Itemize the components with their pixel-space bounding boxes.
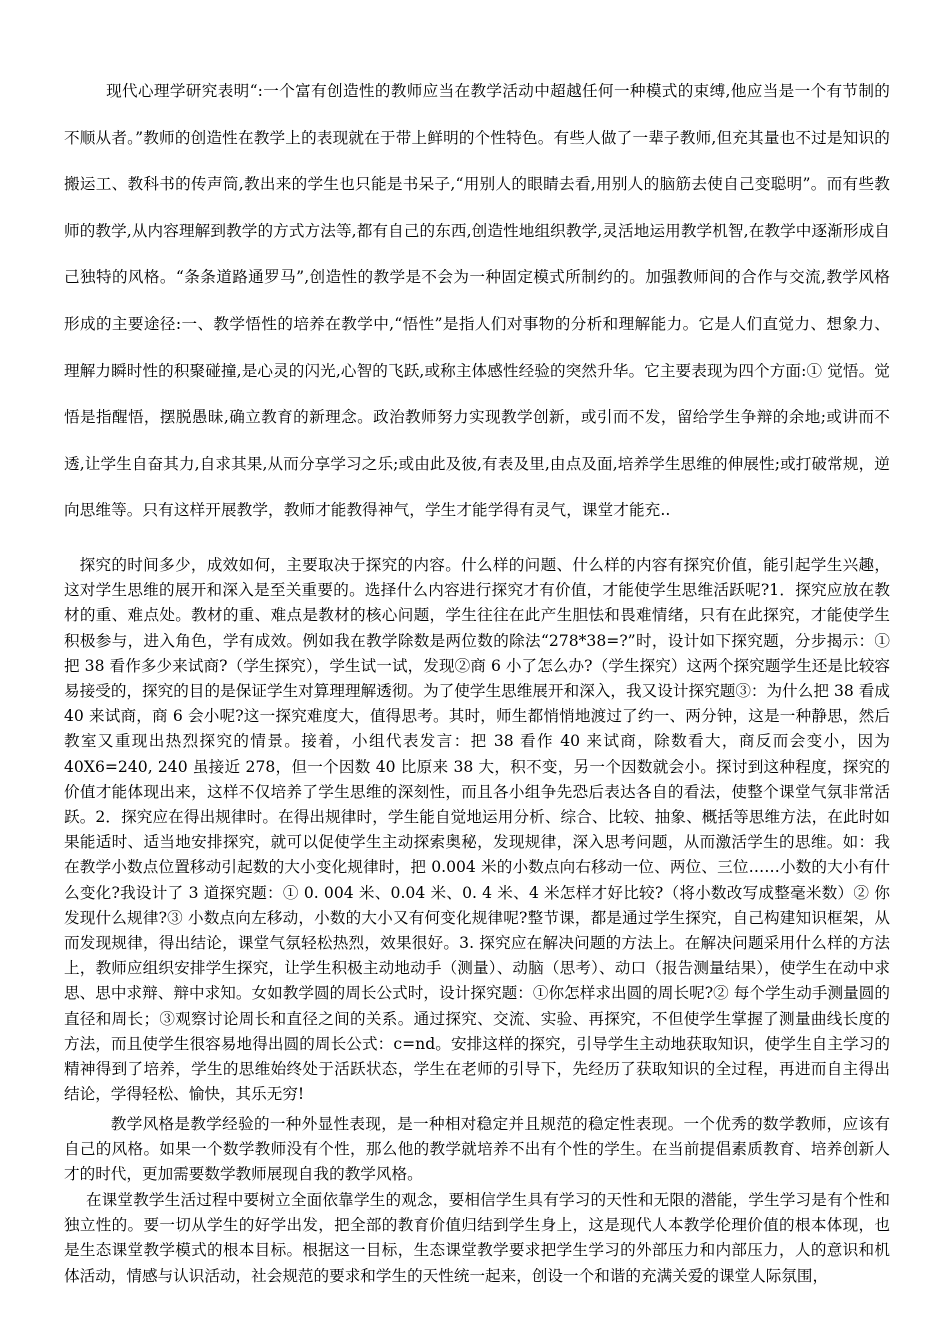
paragraph-teaching-style: 教学风格是教学经验的一种外显性表现，是一种相对稳定并且规范的稳定性表现。一个优秀的数学教师，应该有自己的风格。如果一个数学教师没有个性，那么他的教学就培养不出有个性的学生。在当前提倡素质教育、培养创新人才的时代，更加需要数学教师展现自我的教学风格。: [64, 1115, 890, 1184]
paragraph-student-centered: 在课堂教学生活过程中要树立全面依靠学生的观念，要相信学生具有学习的天性和无限的潜能，学生学习是有个性和独立性的。要一切从学生的好学出发，把全部的教育价值归结到学生身上，这是现代人本教学伦理价值的根本体现，也是生态课堂教学模式的根本目标。根据这一目标，生态课堂教学要求把学生学习的外部压力和内部压力，人的意识和机体活动，情感与认识活动，社会规范的要求和学生的天性统一起来，创设一个和谐的充满关爱的课堂人际氛围，: [64, 1191, 890, 1285]
paragraph-inquiry-content: 探究的时间多少，成效如何，主要取决于探究的内容。什么样的问题、什么样的内容有探究价值，能引起学生兴趣，这对学生思维的展开和深入是至关重要的。选择什么内容进行探究才有价值，才能使学生思维活跃呢?1．探究应放在教材的重、难点处。教材的重、难点是教材的核心问题，学生往往在此产生胆怯和畏难情绪，只有在此探究，才能使学生积极参与，进入角色，学有成效。例如我在教学除数是两位数的除法“278*38=?”时，设计如下探究题，分步揭示：①把 38 看作多少来试商?（学生探究），学生试一试，发现②商 6 小了怎么办?（学生探究）这两个探究题学生还是比较容易接受的，探究的目的是保证学生对算理理解透彻。为了使学生思维展开和深入，我又设计探究题③：为什么把 38 看成 40 来试商，商 6 会小呢?这一探究难度大，值得思考。其时，师生都悄悄地渡过了约一、两分钟，这是一种静思，然后教室又重现出热烈探究的情景。接着，小组代表发言：把 38 看作 40 来试商，除数看大，商反而会变小，因为 40X6=240, 240 虽接近 278，但一个因数 40 比原来 38 大，积不变，另一个因数就会小。探讨到这种程度，探究的价值才能体现出来，这样不仅培养了学生思维的深刻性，而且各小组争先恐后表达各自的看法，使整个课堂气氛非常活跃。2．探究应在得出规律时。在得出规律时，学生能自觉地运用分析、综合、比较、抽象、概括等思维方法，在此时如果能适时、适当地安排探究，就可以促使学生主动探索奥秘，发现规律，深入思考问题，从而激活学生的思维。如：我在教学小数点位置移动引起数的大小变化规律时，把 0.004 米的小数点向右移动一位、两位、三位……小数的大小有什么变化?我设计了 3 道探究题：① 0. 004 米、0.04 米、0. 4 米、4 米怎样才好比较?（将小数改写成整毫米数）② 你发现什么规律?③ 小数点向左移动，小数的大小又有何变化规律呢?整节课，都是通过学生探究，自己构建知识框架，从而发现规律，得出结论，课堂气氛轻松热烈，效果很好。3. 探究应在解决问题的方法上。在解决问题采用什么样的方法上，教师应组织安排学生探究，让学生积极主动地动手（测量）、动脑（思考）、动口（报告测量结果），使学生在动中求思、思中求辩、辩中求知。女如教学圆的周长公式时，设计探究题：①你怎样求出圆的周长呢?② 每个学生动手测量圆的直径和周长；③观察讨论周长和直径之间的关系。通过探究、交流、实验、再探究，不但使学生掌握了测量曲线长度的方法，而且使学生很容易地得出圆的周长公式：c=nd。安排这样的探究，引导学生主动地获取知识，使学生自主学习的精神得到了培养，学生的思维始终处于活跃状态，学生在老师的引导下，先经历了获取知识的全过程，再进而自主得出结论，学得轻松、愉快，其乐无穷!: [64, 556, 890, 1104]
paragraph-teacher-creativity: 现代心理学研究表明“:一个富有创造性的教师应当在教学活动中超越任何一种模式的束缚,他应当是一个有节制的不顺从者。”教师的创造性在教学上的表现就在于带上鲜明的个性特色。有些人做了一辈子教师,但充其量也不过是知识的搬运工、教科书的传声筒,教出来的学生也只能是书呆子,“用别人的眼睛去看,用别人的脑筋去使自己变聪明”。而有些教师的教学,从内容理解到教学的方式方法等,都有自己的东西,创造性地组织教学,灵活地运用教学机智,在教学中逐渐形成自己独特的风格。“条条道路通罗马”,创造性的教学是不会为一种固定模式所制约的。加强教师间的合作与交流,教学风格形成的主要途径:一、教学悟性的培养在教学中,“悟性”是指人们对事物的分析和理解能力。它是人们直觉力、想象力、理解力瞬时性的积聚碰撞,是心灵的闪光,心智的飞跃,或称主体感性经验的突然升华。它主要表现为四个方面:① 觉悟。觉悟是指醒悟，摆脱愚昧,确立教育的新理念。政治教师努力实现教学创新，或引而不发，留给学生争辩的余地;或讲而不透,让学生自奋其力,自求其果,从而分享学习之乐;或由此及彼,有表及里,由点及面,培养学生思维的伸展性;或打破常规，逆向思维等。只有这样开展教学，教师才能教得神气，学生才能学得有灵气，课堂才能充..: [64, 82, 890, 520]
